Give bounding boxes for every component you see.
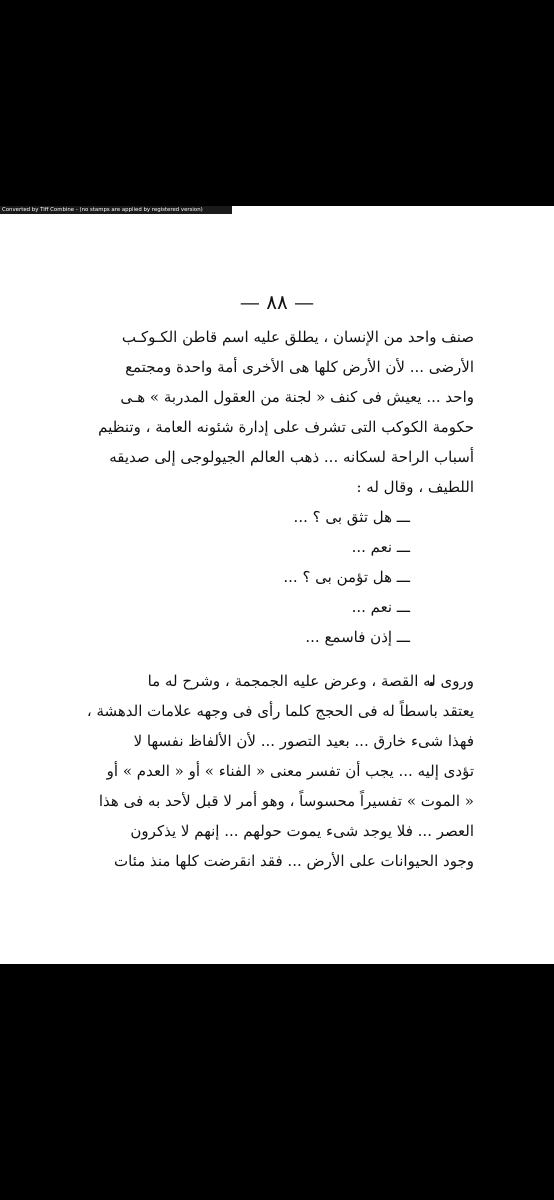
- dialogue-line: ـــ هل تثق بى ؟ ...: [293, 508, 410, 526]
- dialogue-line: ـــ هل تؤمن بى ؟ ...: [283, 568, 410, 586]
- paragraph-2: [74, 666, 474, 876]
- text-line: فهذا شىء خارق ... بعيد التصور ... لأن الألفاظ نفسها لا: [133, 732, 474, 750]
- text-line: الأرضى ... لأن الأرض كلها هى الأخرى أمة واحدة ومجتمع: [125, 358, 474, 376]
- converter-banner: Converted by Tiff Combine - (no stamps are applied by registered version): [0, 206, 232, 214]
- text-line: وروى له القصة ، وعرض عليه الجمجمة ، وشرح له ما: [147, 672, 474, 690]
- text-line: صنف واحد من الإنسان ، يطلق عليه اسم قاطن الكـوكـب: [121, 328, 474, 346]
- paragraph-1: [74, 322, 474, 502]
- dialogue-line: ـــ إذن فاسمع ...: [305, 628, 410, 646]
- text-line: يعتقد باسطاً له فى الحجج كلما رأى فى وجهه علامات الدهشة ،: [86, 702, 474, 720]
- text-line: أسباب الراحة لسكانه ... ذهب العالم الجيولوجى إلى صديقه: [109, 448, 474, 466]
- text-line: وجود الحيوانات على الأرض ... فقد انقرضت كلها منذ مئات: [114, 852, 474, 870]
- page-number: — ٨٨ —: [239, 290, 315, 314]
- text-line: حكومة الكوكب التى تشرف على إدارة شئونه العامة ، وتنظيم: [98, 418, 474, 436]
- dialogue-line: ـــ نعم ...: [351, 598, 410, 616]
- dialogue-line: ـــ نعم ...: [351, 538, 410, 556]
- text-line: « الموت » تفسيراً محسوساً ، وهو أمر لا قبل لأحد به فى هذا: [98, 792, 474, 810]
- text-line: العصر ... فلا يوجد شىء يموت حولهم ... إنهم لا يذكرون: [130, 822, 474, 840]
- text-line: واحد ... يعيش فى كنف « لجنة من العقول المدربة » هـى: [120, 388, 474, 406]
- text-line: تؤدى إليه ... يجب أن تفسر معنى « الفناء » أو « العدم » أو: [106, 762, 474, 780]
- dialogue-block: [74, 502, 474, 652]
- text-line: اللطيف ، وقال له :: [356, 478, 474, 496]
